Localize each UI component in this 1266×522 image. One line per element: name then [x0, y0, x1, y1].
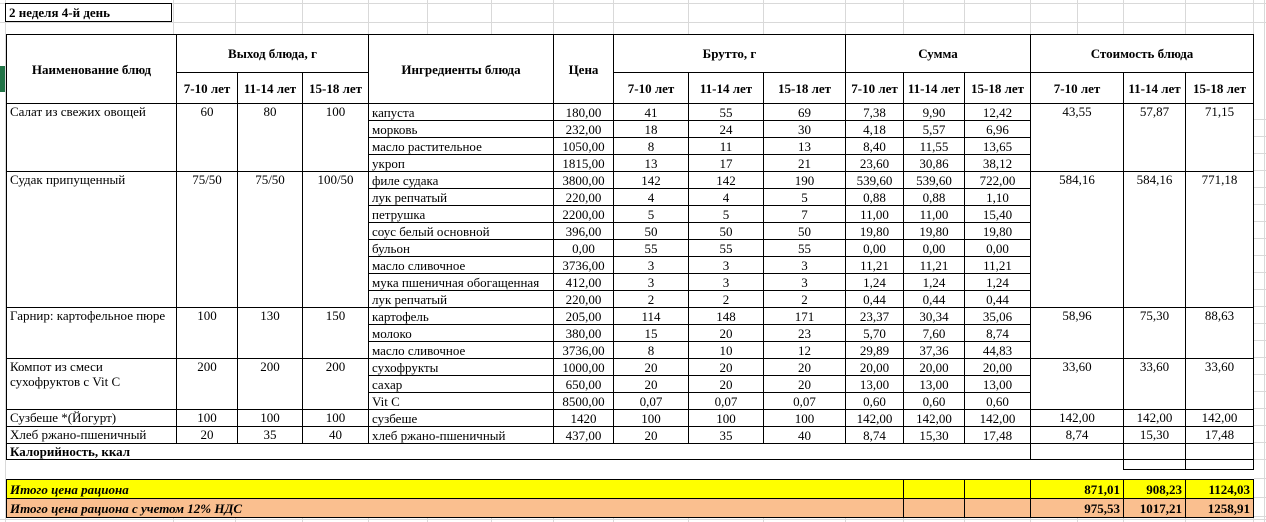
gridline	[688, 0, 689, 34]
cost-cell[interactable]: 33,60	[1186, 359, 1254, 410]
brutto-cell[interactable]: 20	[689, 325, 764, 342]
calories-row	[7, 444, 1254, 460]
sheet-title-cell[interactable]: 2 неделя 4-й день	[5, 3, 172, 22]
price-cell[interactable]: 3736,00	[554, 257, 614, 274]
price-cell[interactable]: 1050,00	[554, 138, 614, 155]
sum-cell[interactable]: 0,44	[965, 291, 1031, 308]
brutto-cell[interactable]: 190	[764, 172, 846, 189]
empty-cell[interactable]	[904, 480, 965, 499]
price-cell[interactable]: 1815,00	[554, 155, 614, 172]
brutto-cell[interactable]: 142	[689, 172, 764, 189]
header-price[interactable]: Цена	[554, 35, 614, 104]
brutto-cell[interactable]: 100	[614, 410, 689, 427]
price-cell[interactable]: 1420	[554, 410, 614, 427]
dish-name-cell[interactable]: Компот из смеси сухофруктов с Vit C	[7, 359, 177, 410]
yield-cell[interactable]: 100	[238, 410, 303, 427]
gridline	[173, 0, 174, 34]
ingredient-name-cell[interactable]: укроп	[369, 155, 554, 172]
sum-cell[interactable]: 38,12	[965, 155, 1031, 172]
sum-cell[interactable]: 19,80	[965, 223, 1031, 240]
gridline	[491, 0, 492, 34]
sum-cell[interactable]: 0,88	[904, 189, 965, 206]
ingredient-name-cell[interactable]: масло растительное	[369, 138, 554, 155]
sum-cell[interactable]: 30,34	[904, 308, 965, 325]
yield-cell[interactable]: 200	[303, 359, 369, 410]
header-row-groups	[7, 35, 1254, 73]
empty-cell[interactable]	[1186, 444, 1254, 460]
cost-cell[interactable]: 71,15	[1186, 104, 1254, 172]
yield-cell[interactable]: 100	[303, 104, 369, 172]
price-cell[interactable]: 232,00	[554, 121, 614, 138]
brutto-cell[interactable]: 13	[764, 138, 846, 155]
gridline	[903, 0, 904, 34]
sum-cell[interactable]: 29,89	[846, 342, 904, 359]
sum-cell[interactable]: 0,00	[846, 240, 904, 257]
total-value-cell[interactable]: 1017,21	[1124, 499, 1186, 518]
price-cell[interactable]: 380,00	[554, 325, 614, 342]
sum-cell[interactable]: 20,00	[904, 359, 965, 376]
yield-cell[interactable]: 75/50	[177, 172, 238, 308]
sum-cell[interactable]: 17,48	[965, 427, 1031, 444]
dish-name-cell[interactable]: Сузбеше *(Йогурт)	[7, 410, 177, 427]
yield-cell[interactable]: 60	[177, 104, 238, 172]
brutto-cell[interactable]: 20	[614, 427, 689, 444]
sum-cell[interactable]: 13,00	[846, 376, 904, 393]
cost-cell[interactable]: 57,87	[1124, 104, 1186, 172]
sum-cell[interactable]: 5,70	[846, 325, 904, 342]
price-cell[interactable]: 3736,00	[554, 342, 614, 359]
sum-cell[interactable]: 13,65	[965, 138, 1031, 155]
empty-cell[interactable]	[1186, 460, 1254, 470]
ingredient-name-cell[interactable]: молоко	[369, 325, 554, 342]
right-margin-gridlines	[1254, 103, 1266, 460]
cost-cell[interactable]: 142,00	[1031, 410, 1124, 427]
sum-cell[interactable]: 142,00	[904, 410, 965, 427]
sum-cell[interactable]: 9,90	[904, 104, 965, 121]
ingredient-name-cell[interactable]: филе судака	[369, 172, 554, 189]
sum-cell[interactable]: 7,60	[904, 325, 965, 342]
ingredient-name-cell[interactable]: Vit C	[369, 393, 554, 410]
ingredient-name-cell[interactable]: сахар	[369, 376, 554, 393]
price-cell[interactable]: 8500,00	[554, 393, 614, 410]
gridline	[553, 0, 554, 34]
dish-name-cell[interactable]: Судак припущенный	[7, 172, 177, 308]
brutto-cell[interactable]: 5	[614, 206, 689, 223]
total-value-cell[interactable]: 908,23	[1124, 480, 1186, 499]
sum-cell[interactable]: 0,60	[904, 393, 965, 410]
yield-cell[interactable]: 100/50	[303, 172, 369, 308]
header-brutto-age-2[interactable]: 11-14 лет	[689, 73, 764, 104]
brutto-cell[interactable]: 4	[614, 189, 689, 206]
empty-area	[7, 460, 1124, 470]
ingredient-name-cell[interactable]: хлеб ржано-пшеничный	[369, 427, 554, 444]
ingredient-row	[7, 427, 1254, 444]
brutto-cell[interactable]: 171	[764, 308, 846, 325]
sum-cell[interactable]: 539,60	[846, 172, 904, 189]
sum-cell[interactable]: 15,30	[904, 427, 965, 444]
total-value-cell[interactable]: 1124,03	[1186, 480, 1254, 499]
price-cell[interactable]: 3800,00	[554, 172, 614, 189]
sum-cell[interactable]: 4,18	[846, 121, 904, 138]
sum-cell[interactable]: 8,74	[965, 325, 1031, 342]
brutto-cell[interactable]: 0,07	[689, 393, 764, 410]
sum-cell[interactable]: 1,10	[965, 189, 1031, 206]
ingredient-name-cell[interactable]: морковь	[369, 121, 554, 138]
gridline	[1030, 0, 1031, 34]
yield-cell[interactable]: 75/50	[238, 172, 303, 308]
brutto-cell[interactable]: 2	[614, 291, 689, 308]
brutto-cell[interactable]: 50	[614, 223, 689, 240]
header-yield-age-2[interactable]: 11-14 лет	[238, 73, 303, 104]
price-cell[interactable]: 220,00	[554, 291, 614, 308]
sum-cell[interactable]: 20,00	[965, 359, 1031, 376]
gridline	[1077, 0, 1078, 34]
brutto-cell[interactable]: 2	[689, 291, 764, 308]
empty-cell[interactable]	[965, 480, 1031, 499]
ingredient-name-cell[interactable]: петрушка	[369, 206, 554, 223]
brutto-cell[interactable]: 12	[764, 342, 846, 359]
brutto-cell[interactable]: 24	[689, 121, 764, 138]
yield-cell[interactable]: 200	[177, 359, 238, 410]
sum-cell[interactable]: 44,83	[965, 342, 1031, 359]
yield-cell[interactable]: 35	[238, 427, 303, 444]
ingredient-name-cell[interactable]: лук репчатый	[369, 189, 554, 206]
ingredient-row	[7, 359, 1254, 376]
brutto-cell[interactable]: 7	[764, 206, 846, 223]
price-cell[interactable]: 650,00	[554, 376, 614, 393]
gridline	[1123, 0, 1124, 34]
brutto-cell[interactable]: 11	[689, 138, 764, 155]
header-sum-group[interactable]: Сумма	[846, 35, 1031, 73]
header-cost-age-1[interactable]: 7-10 лет	[1031, 73, 1124, 104]
brutto-cell[interactable]: 55	[689, 240, 764, 257]
ingredient-name-cell[interactable]: масло сливочное	[369, 342, 554, 359]
total-value-cell[interactable]: 1258,91	[1186, 499, 1254, 518]
sum-cell[interactable]: 0,44	[904, 291, 965, 308]
cost-cell[interactable]: 8,74	[1031, 427, 1124, 444]
sum-cell[interactable]: 0,60	[846, 393, 904, 410]
yield-cell[interactable]: 80	[238, 104, 303, 172]
gridline	[427, 0, 428, 34]
price-cell[interactable]: 396,00	[554, 223, 614, 240]
brutto-cell[interactable]: 4	[689, 189, 764, 206]
yield-cell[interactable]: 200	[238, 359, 303, 410]
sum-cell[interactable]: 7,38	[846, 104, 904, 121]
brutto-cell[interactable]: 20	[689, 376, 764, 393]
ingredient-name-cell[interactable]: сухофрукты	[369, 359, 554, 376]
ingredient-row	[7, 172, 1254, 189]
dish-name-cell[interactable]: Гарнир: картофельное пюре	[7, 308, 177, 359]
brutto-cell[interactable]: 20	[764, 359, 846, 376]
ingredient-name-cell[interactable]: капуста	[369, 104, 554, 121]
brutto-cell[interactable]: 114	[614, 308, 689, 325]
sum-cell[interactable]: 30,86	[904, 155, 965, 172]
gridline	[964, 0, 965, 34]
header-cost-age-2[interactable]: 11-14 лет	[1124, 73, 1186, 104]
header-yield-age-1[interactable]: 7-10 лет	[177, 73, 238, 104]
sum-cell[interactable]: 11,21	[846, 257, 904, 274]
sum-cell[interactable]: 23,37	[846, 308, 904, 325]
brutto-cell[interactable]: 0,07	[614, 393, 689, 410]
price-cell[interactable]: 437,00	[554, 427, 614, 444]
sum-cell[interactable]: 13,00	[965, 376, 1031, 393]
price-cell[interactable]: 2200,00	[554, 206, 614, 223]
cost-cell[interactable]: 584,16	[1031, 172, 1124, 308]
brutto-cell[interactable]: 3	[764, 274, 846, 291]
sum-cell[interactable]: 11,00	[904, 206, 965, 223]
gridline	[613, 0, 614, 34]
sum-cell[interactable]: 142,00	[965, 410, 1031, 427]
brutto-cell[interactable]: 20	[689, 359, 764, 376]
brutto-cell[interactable]: 40	[764, 427, 846, 444]
gridline	[1185, 0, 1186, 34]
gridline	[0, 3, 1266, 4]
cost-cell[interactable]: 75,30	[1124, 308, 1186, 359]
empty-cell[interactable]	[965, 499, 1031, 518]
brutto-cell[interactable]: 55	[614, 240, 689, 257]
total-value-cell[interactable]: 871,01	[1031, 480, 1124, 499]
header-dish[interactable]: Наименование блюд	[7, 35, 177, 104]
price-cell[interactable]: 412,00	[554, 274, 614, 291]
sum-cell[interactable]: 11,21	[965, 257, 1031, 274]
brutto-cell[interactable]: 8	[614, 138, 689, 155]
menu-table	[6, 34, 1254, 518]
cost-cell[interactable]: 58,96	[1031, 308, 1124, 359]
total-label-cell[interactable]: Итого цена рациона	[7, 480, 904, 499]
sum-cell[interactable]: 35,06	[965, 308, 1031, 325]
sum-cell[interactable]: 1,24	[965, 274, 1031, 291]
cost-cell[interactable]: 43,55	[1031, 104, 1124, 172]
cost-cell[interactable]: 142,00	[1124, 410, 1186, 427]
empty-cell[interactable]	[1124, 444, 1186, 460]
brutto-cell[interactable]: 3	[614, 257, 689, 274]
brutto-cell[interactable]: 69	[764, 104, 846, 121]
price-cell[interactable]: 1000,00	[554, 359, 614, 376]
brutto-cell[interactable]: 10	[689, 342, 764, 359]
brutto-cell[interactable]: 55	[764, 240, 846, 257]
ingredient-name-cell[interactable]: мука пшеничная обогащенная	[369, 274, 554, 291]
gridline	[1254, 516, 1266, 517]
header-sum-age-3[interactable]: 15-18 лет	[965, 73, 1031, 104]
brutto-cell[interactable]: 3	[614, 274, 689, 291]
sum-cell[interactable]: 11,55	[904, 138, 965, 155]
sum-cell[interactable]: 8,40	[846, 138, 904, 155]
brutto-cell[interactable]: 148	[689, 308, 764, 325]
ingredient-row	[7, 104, 1254, 121]
brutto-cell[interactable]: 0,07	[764, 393, 846, 410]
gridline	[1253, 0, 1254, 34]
sum-cell[interactable]: 722,00	[965, 172, 1031, 189]
header-sum-age-2[interactable]: 11-14 лет	[904, 73, 965, 104]
empty-cell[interactable]	[1124, 460, 1186, 470]
gridline	[845, 0, 846, 34]
gridline	[235, 0, 236, 34]
brutto-cell[interactable]: 41	[614, 104, 689, 121]
brutto-cell[interactable]: 2	[764, 291, 846, 308]
yield-cell[interactable]: 40	[303, 427, 369, 444]
yield-cell[interactable]: 100	[303, 410, 369, 427]
brutto-cell[interactable]: 15	[614, 325, 689, 342]
sum-cell[interactable]: 11,00	[846, 206, 904, 223]
header-sum-age-1[interactable]: 7-10 лет	[846, 73, 904, 104]
cost-cell[interactable]: 33,60	[1031, 359, 1124, 410]
brutto-cell[interactable]: 50	[689, 223, 764, 240]
total-label-cell[interactable]: Итого цена рациона с учетом 12% НДС	[7, 499, 904, 518]
sum-cell[interactable]: 0,44	[846, 291, 904, 308]
ingredient-name-cell[interactable]: соус белый основной	[369, 223, 554, 240]
ingredient-row	[7, 410, 1254, 427]
total-value-cell[interactable]: 975,53	[1031, 499, 1124, 518]
brutto-cell[interactable]: 17	[689, 155, 764, 172]
brutto-cell[interactable]: 20	[614, 359, 689, 376]
brutto-cell[interactable]: 100	[689, 410, 764, 427]
sum-cell[interactable]: 1,24	[846, 274, 904, 291]
yield-cell[interactable]: 130	[238, 308, 303, 359]
brutto-cell[interactable]: 142	[614, 172, 689, 189]
sum-cell[interactable]: 0,88	[846, 189, 904, 206]
cost-cell[interactable]: 15,30	[1124, 427, 1186, 444]
brutto-cell[interactable]: 35	[689, 427, 764, 444]
brutto-cell[interactable]: 21	[764, 155, 846, 172]
spacer-row	[7, 470, 1254, 480]
sum-cell[interactable]: 15,40	[965, 206, 1031, 223]
brutto-cell[interactable]: 23	[764, 325, 846, 342]
cost-cell[interactable]: 88,63	[1186, 308, 1254, 359]
empty-cell[interactable]	[904, 499, 965, 518]
header-cost-age-3[interactable]: 15-18 лет	[1186, 73, 1254, 104]
price-cell[interactable]: 205,00	[554, 308, 614, 325]
gridline	[302, 0, 303, 34]
brutto-cell[interactable]: 13	[614, 155, 689, 172]
brutto-cell[interactable]: 3	[689, 257, 764, 274]
sum-cell[interactable]: 6,96	[965, 121, 1031, 138]
empty-area	[7, 470, 1254, 480]
total-row	[7, 480, 1254, 499]
sum-cell[interactable]: 539,60	[904, 172, 965, 189]
calories-label-cell[interactable]: Калорийность, ккал	[7, 444, 1031, 460]
spacer-row	[7, 460, 1254, 470]
cost-cell[interactable]: 33,60	[1124, 359, 1186, 410]
cost-cell[interactable]: 142,00	[1186, 410, 1254, 427]
ingredient-name-cell[interactable]: лук репчатый	[369, 291, 554, 308]
header-brutto-age-1[interactable]: 7-10 лет	[614, 73, 689, 104]
gridline	[763, 0, 764, 34]
brutto-cell[interactable]: 3	[689, 274, 764, 291]
yield-cell[interactable]: 100	[177, 308, 238, 359]
sheet-row-marker	[0, 66, 5, 92]
gridline	[368, 0, 369, 34]
gridline	[1254, 478, 1266, 479]
empty-cell[interactable]	[1031, 444, 1124, 460]
brutto-cell[interactable]: 55	[689, 104, 764, 121]
brutto-cell[interactable]: 50	[764, 223, 846, 240]
yield-cell[interactable]: 150	[303, 308, 369, 359]
header-yield-group[interactable]: Выход блюда, г	[177, 35, 369, 73]
header-cost-group[interactable]: Стоимость блюда	[1031, 35, 1254, 73]
gridline	[0, 22, 1266, 23]
ingredient-name-cell[interactable]: масло сливочное	[369, 257, 554, 274]
sum-cell[interactable]: 12,42	[965, 104, 1031, 121]
cost-cell[interactable]: 584,16	[1124, 172, 1186, 308]
header-brutto-group[interactable]: Брутто, г	[614, 35, 846, 73]
total-row	[7, 499, 1254, 518]
cost-cell[interactable]: 771,18	[1186, 172, 1254, 308]
sum-cell[interactable]: 13,00	[904, 376, 965, 393]
yield-cell[interactable]: 20	[177, 427, 238, 444]
sum-cell[interactable]: 20,00	[846, 359, 904, 376]
sum-cell[interactable]: 8,74	[846, 427, 904, 444]
header-yield-age-3[interactable]: 15-18 лет	[303, 73, 369, 104]
sum-cell[interactable]: 1,24	[904, 274, 965, 291]
sum-cell[interactable]: 0,00	[965, 240, 1031, 257]
ingredient-name-cell[interactable]: картофель	[369, 308, 554, 325]
gridline	[1254, 497, 1266, 498]
brutto-cell[interactable]: 8	[614, 342, 689, 359]
gridline	[0, 519, 1266, 520]
header-ingredients[interactable]: Ингредиенты блюда	[369, 35, 554, 104]
brutto-cell[interactable]: 20	[764, 376, 846, 393]
dish-name-cell[interactable]: Хлеб ржано-пшеничный	[7, 427, 177, 444]
ingredient-name-cell[interactable]: сузбеше	[369, 410, 554, 427]
price-cell[interactable]: 0,00	[554, 240, 614, 257]
brutto-cell[interactable]: 30	[764, 121, 846, 138]
sum-cell[interactable]: 0,00	[904, 240, 965, 257]
cost-cell[interactable]: 17,48	[1186, 427, 1254, 444]
sum-cell[interactable]: 19,80	[846, 223, 904, 240]
brutto-cell[interactable]: 100	[764, 410, 846, 427]
sum-cell[interactable]: 19,80	[904, 223, 965, 240]
brutto-cell[interactable]: 18	[614, 121, 689, 138]
dish-name-cell[interactable]: Салат из свежих овощей	[7, 104, 177, 172]
brutto-cell[interactable]: 20	[614, 376, 689, 393]
ingredient-row	[7, 308, 1254, 325]
ingredient-name-cell[interactable]: бульон	[369, 240, 554, 257]
sum-cell[interactable]: 23,60	[846, 155, 904, 172]
sum-cell[interactable]: 5,57	[904, 121, 965, 138]
sum-cell[interactable]: 0,60	[965, 393, 1031, 410]
header-row-ages	[7, 73, 1254, 104]
sum-cell[interactable]: 37,36	[904, 342, 965, 359]
yield-cell[interactable]: 100	[177, 410, 238, 427]
header-brutto-age-3[interactable]: 15-18 лет	[764, 73, 846, 104]
brutto-cell[interactable]: 3	[764, 257, 846, 274]
sum-cell[interactable]: 142,00	[846, 410, 904, 427]
brutto-cell[interactable]: 5	[764, 189, 846, 206]
price-cell[interactable]: 220,00	[554, 189, 614, 206]
brutto-cell[interactable]: 5	[689, 206, 764, 223]
sum-cell[interactable]: 11,21	[904, 257, 965, 274]
price-cell[interactable]: 180,00	[554, 104, 614, 121]
